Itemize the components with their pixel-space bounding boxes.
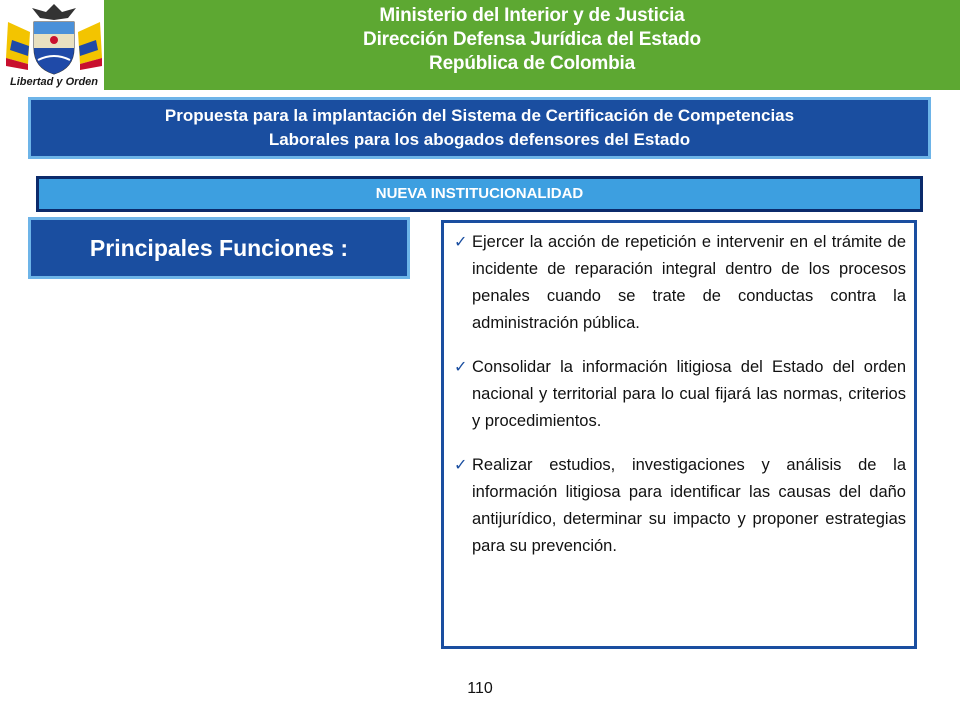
checkmark-icon: ✓ — [454, 359, 468, 376]
header-line-direction: Dirección Defensa Jurídica del Estado — [363, 29, 701, 50]
title-line-2: Laborales para los abogados defensores del Estado — [268, 130, 691, 149]
header-line-country: República de Colombia — [429, 53, 635, 74]
coat-of-arms-icon — [2, 2, 106, 78]
functions-heading: Principales Funciones : — [28, 217, 410, 279]
page-number: 110 — [467, 680, 493, 697]
checkmark-icon: ✓ — [454, 457, 468, 474]
section-bar: NUEVA INSTITUCIONALIDAD — [36, 176, 923, 212]
list-item-text: Realizar estudios, investigaciones y análisis de la información litigiosa para identificar las causas del daño antijurídico, determinar su impacto y proponer estrategias para su prevención. — [472, 456, 906, 555]
list-item — [454, 354, 906, 435]
list-item-text: Ejercer la acción de repetición e intervenir en el trámite de incidente de reparación integral dentro de los procesos penales cuando se trate de conductas contra la administración pública. — [472, 233, 906, 332]
list-item — [454, 229, 906, 337]
header-line-ministry: Ministerio del Interior y de Justicia — [379, 5, 685, 26]
coat-of-arms-logo — [2, 2, 106, 94]
proposal-title — [28, 97, 931, 159]
functions-list — [441, 220, 917, 649]
ministry-header — [104, 0, 960, 90]
list-item — [454, 452, 906, 560]
title-line-1: Propuesta para la implantación del Sistema de Certificación de Competencias — [164, 106, 795, 125]
checkmark-icon: ✓ — [454, 234, 468, 251]
list-item-text: Consolidar la información litigiosa del Estado del orden nacional y territorial para lo cual fijará las normas, criterios y procedimientos. — [472, 358, 906, 430]
logo-caption: Libertad y Orden — [9, 76, 99, 88]
